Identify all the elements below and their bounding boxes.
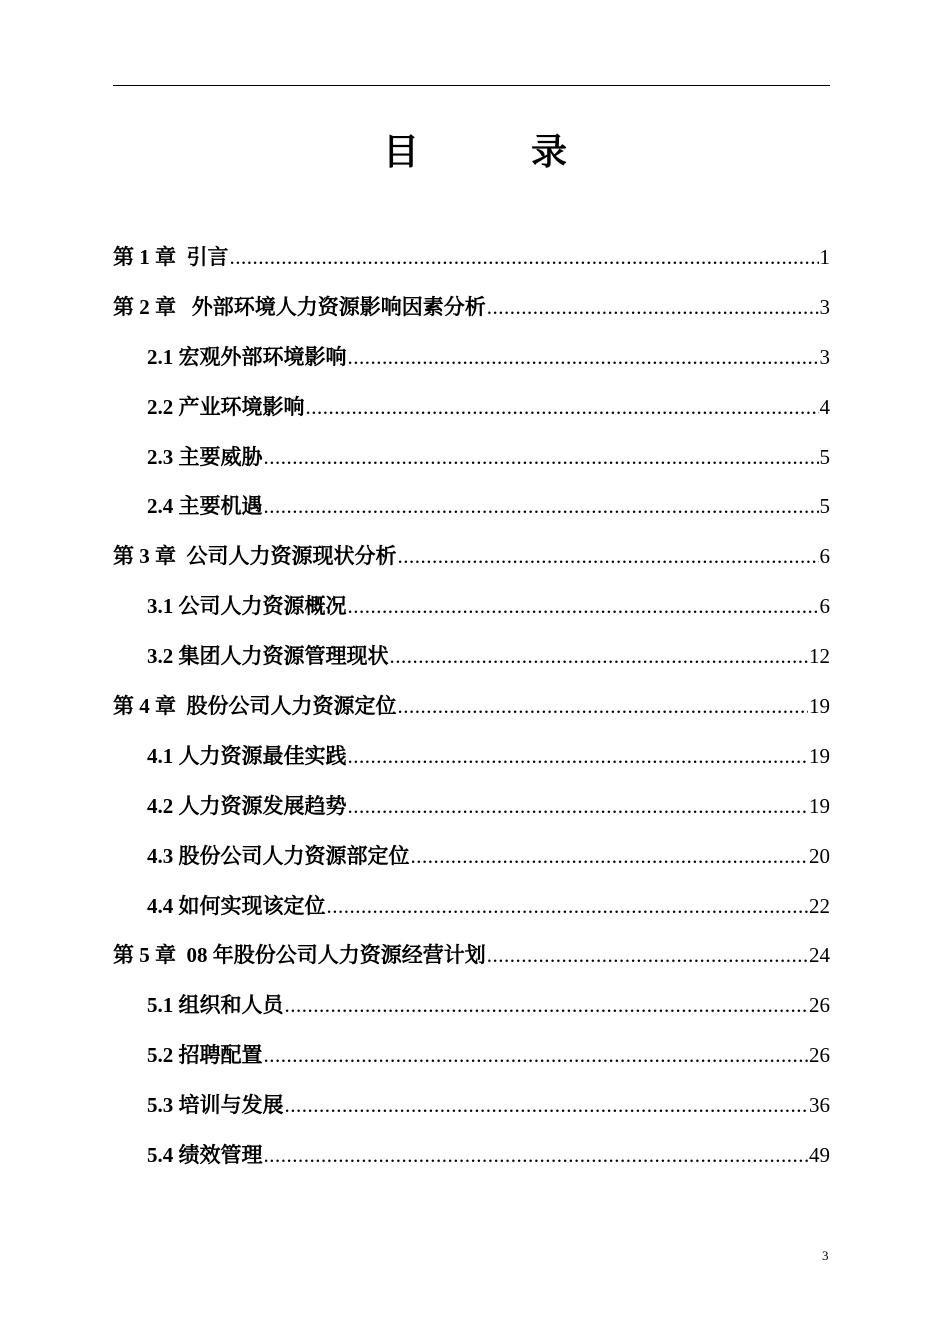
toc-entry-section-3-1[interactable] xyxy=(113,582,830,632)
toc-entry-page: 49 xyxy=(809,1143,830,1168)
toc-entry-label: 2.4 主要机遇 xyxy=(147,494,263,519)
toc-leader-dots xyxy=(411,832,809,882)
toc-entry-section-2-2[interactable] xyxy=(113,383,830,433)
toc-entry-page: 12 xyxy=(809,644,830,669)
toc-leader-dots xyxy=(230,233,819,283)
table-of-contents xyxy=(113,233,830,1181)
toc-entry-label: 5.1 组织和人员 xyxy=(147,993,284,1018)
toc-entry-label: 3.1 公司人力资源概况 xyxy=(147,594,347,619)
toc-leader-dots xyxy=(327,882,809,932)
header-rule xyxy=(113,85,830,86)
toc-entry-section-2-1[interactable] xyxy=(113,333,830,383)
toc-entry-label: 4.1 人力资源最佳实践 xyxy=(147,743,347,768)
toc-entry-chapter-5[interactable] xyxy=(113,931,830,981)
toc-entry-page: 22 xyxy=(809,893,830,918)
toc-entry-page: 19 xyxy=(809,743,830,768)
toc-leader-dots xyxy=(348,782,809,832)
toc-leader-dots xyxy=(264,1031,809,1081)
toc-leader-dots xyxy=(285,981,809,1031)
toc-entry-label: 2.3 主要威胁 xyxy=(147,444,263,469)
toc-entry-section-3-2[interactable] xyxy=(113,632,830,682)
toc-entry-page: 26 xyxy=(809,993,830,1018)
toc-entry-label: 第 1 章 引言 xyxy=(113,245,229,269)
toc-leader-dots xyxy=(264,1131,809,1181)
toc-leader-dots xyxy=(264,433,819,483)
toc-entry-label: 3.2 集团人力资源管理现状 xyxy=(147,644,389,669)
toc-leader-dots xyxy=(348,732,809,782)
toc-entry-page: 6 xyxy=(819,594,830,619)
toc-leader-dots xyxy=(398,532,819,582)
toc-entry-page: 19 xyxy=(809,694,830,719)
toc-leader-dots xyxy=(306,383,819,433)
toc-entry-section-2-3[interactable] xyxy=(113,433,830,483)
toc-entry-label: 4.4 如何实现该定位 xyxy=(147,893,326,918)
toc-entry-page: 3 xyxy=(819,294,830,319)
toc-entry-chapter-3[interactable] xyxy=(113,532,830,582)
toc-entry-page: 5 xyxy=(819,444,830,469)
toc-leader-dots xyxy=(390,632,809,682)
toc-entry-chapter-2[interactable] xyxy=(113,283,830,333)
toc-entry-page: 26 xyxy=(809,1043,830,1068)
toc-leader-dots xyxy=(487,283,819,333)
toc-leader-dots xyxy=(264,482,819,532)
toc-entry-chapter-1[interactable] xyxy=(113,233,830,283)
page-number: 3 xyxy=(822,1248,829,1263)
toc-entry-label: 第 4 章 股份公司人力资源定位 xyxy=(113,694,397,719)
toc-entry-label: 4.2 人力资源发展趋势 xyxy=(147,793,347,818)
toc-entry-section-5-4[interactable] xyxy=(113,1131,830,1181)
toc-entry-page: 1 xyxy=(819,245,830,269)
toc-leader-dots xyxy=(487,931,808,981)
toc-entry-section-4-2[interactable] xyxy=(113,782,830,832)
toc-leader-dots xyxy=(398,682,809,732)
toc-entry-section-4-3[interactable] xyxy=(113,832,830,882)
toc-entry-label: 第 2 章 外部环境人力资源影响因素分析 xyxy=(113,294,486,319)
toc-entry-label: 5.2 招聘配置 xyxy=(147,1043,263,1068)
toc-entry-label: 第 3 章 公司人力资源现状分析 xyxy=(113,544,397,569)
toc-leader-dots xyxy=(348,333,819,383)
toc-entry-label: 第 5 章 08 年股份公司人力资源经营计划 xyxy=(113,943,486,968)
toc-entry-chapter-4[interactable] xyxy=(113,682,830,732)
toc-entry-section-4-1[interactable] xyxy=(113,732,830,782)
toc-entry-page: 6 xyxy=(819,544,830,569)
toc-entry-page: 19 xyxy=(809,793,830,818)
page-title: 目 录 xyxy=(382,132,605,172)
toc-entry-label: 4.3 股份公司人力资源部定位 xyxy=(147,843,410,868)
toc-entry-section-5-1[interactable] xyxy=(113,981,830,1031)
toc-leader-dots xyxy=(348,582,819,632)
toc-entry-page: 5 xyxy=(819,494,830,519)
toc-entry-page: 24 xyxy=(809,943,830,968)
toc-entry-page: 4 xyxy=(819,394,830,419)
toc-entry-page: 36 xyxy=(809,1093,830,1118)
toc-entry-page: 3 xyxy=(819,344,830,369)
toc-entry-section-4-4[interactable] xyxy=(113,882,830,932)
toc-entry-label: 5.3 培训与发展 xyxy=(147,1093,284,1118)
toc-entry-section-2-4[interactable] xyxy=(113,482,830,532)
toc-leader-dots xyxy=(285,1081,809,1131)
toc-entry-section-5-3[interactable] xyxy=(113,1081,830,1131)
toc-entry-page: 20 xyxy=(809,843,830,868)
toc-entry-section-5-2[interactable] xyxy=(113,1031,830,1081)
toc-entry-label: 2.2 产业环境影响 xyxy=(147,394,305,419)
toc-entry-label: 5.4 绩效管理 xyxy=(147,1143,263,1168)
toc-entry-label: 2.1 宏观外部环境影响 xyxy=(147,344,347,369)
